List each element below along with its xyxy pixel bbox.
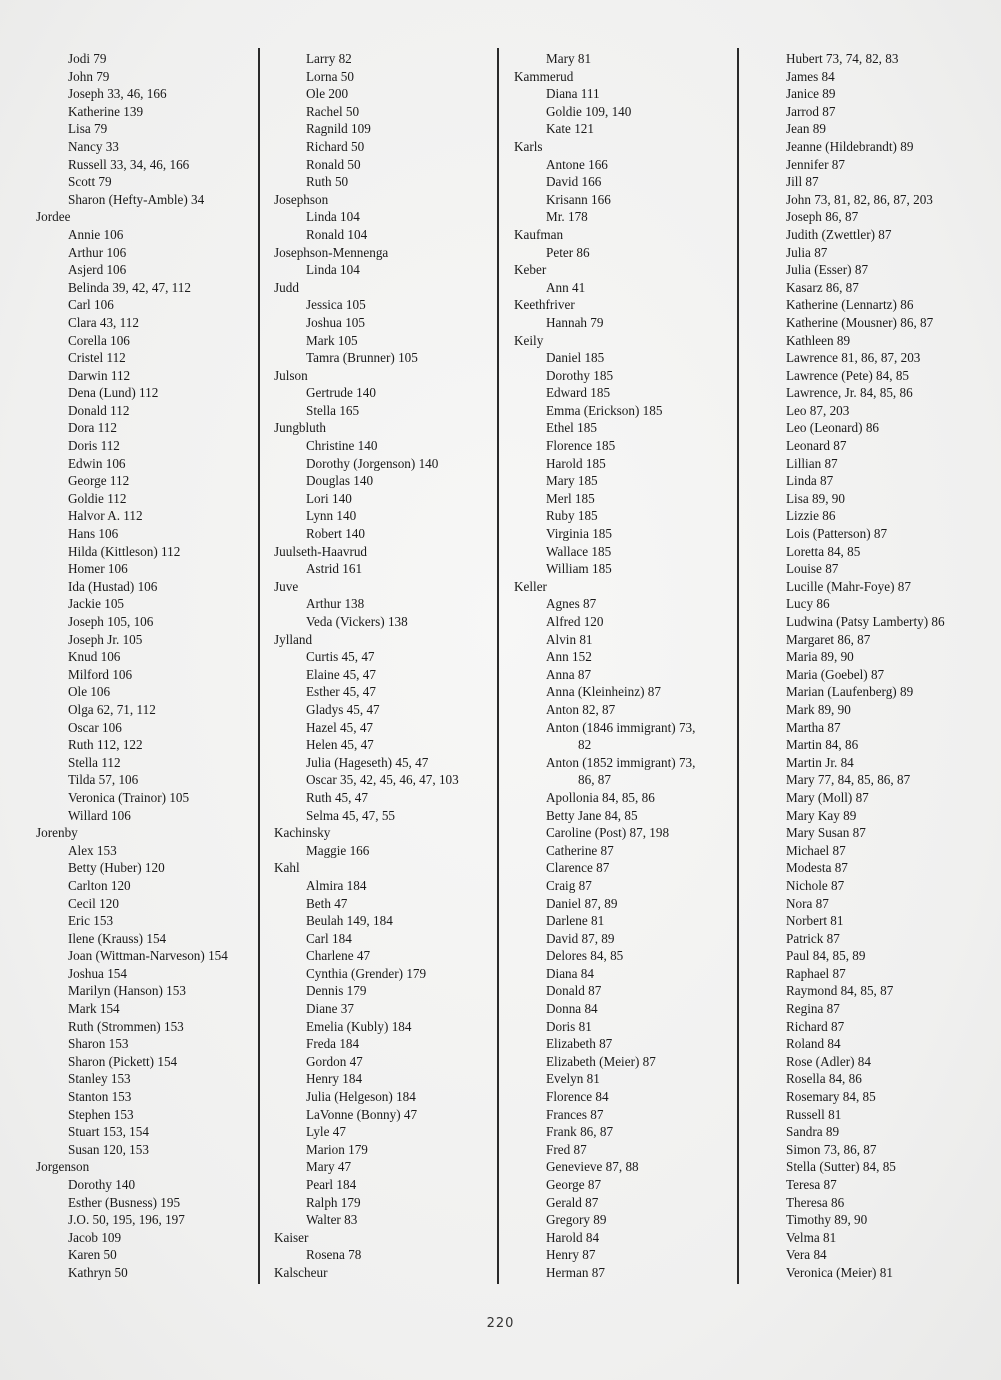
index-entry: Joseph 33, 46, 166 [68,86,167,102]
index-entry: Beulah 149, 184 [306,913,393,929]
index-entry: Anna 87 [546,666,592,682]
index-entry: George 112 [68,473,130,489]
index-entry: Lawrence, Jr. 84, 85, 86 [786,385,913,401]
index-entry: Ludwina (Patsy Lamberty) 86 [786,614,945,629]
index-entry: Homer 106 [68,561,128,577]
index-entry: Antone 166 [546,156,608,172]
index-entry: Ole 106 [68,684,111,700]
index-entry: Fred 87 [546,1141,587,1157]
surname-heading: Kaiser [274,1229,309,1245]
index-entry: Catherine 87 [546,842,614,858]
index-entry: Olga 62, 71, 112 [68,701,156,717]
index-entry: Dorothy (Jorgenson) 140 [306,455,439,471]
index-entry: Timothy 89, 90 [786,1212,868,1228]
index-entry: Veronica (Meier) 81 [786,1264,893,1280]
index-entry: Paul 84, 85, 89 [786,948,866,964]
column-divider [497,48,499,1284]
index-entry: Halvor A. 112 [68,508,143,524]
index-entry: Ragnild 109 [306,121,371,137]
index-entry: Stella (Sutter) 84, 85 [786,1159,896,1175]
index-entry: Rose (Adler) 84 [786,1053,871,1069]
index-entry: Delores 84, 85 [546,948,624,964]
index-entry: Rosella 84, 86 [786,1071,862,1087]
index-entry: David 166 [546,174,602,190]
index-entry: Linda 104 [306,262,360,278]
index-entry: Julia (Helgeson) 184 [306,1089,416,1105]
index-entry: Rosena 78 [306,1247,362,1263]
index-entry: Lois (Patterson) 87 [786,526,888,542]
index-entry: Edwin 106 [68,455,126,471]
index-entry: Dennis 179 [306,983,367,999]
index-entry: Henry 184 [306,1071,363,1087]
index-entry: Martin Jr. 84 [786,754,854,770]
surname-heading: Kahl [274,860,300,876]
index-entry: Cynthia (Grender) 179 [306,965,427,981]
index-entry: Krisann 166 [546,191,611,207]
index-entry: Mary 185 [546,473,598,489]
index-entry: Margaret 86, 87 [786,631,871,647]
index-entry: Marian (Laufenberg) 89 [786,684,914,700]
index-entry: Lisa 89, 90 [786,490,845,506]
index-entry: Diane 37 [306,1001,354,1017]
index-entry: Knud 106 [68,649,121,665]
index-entry: George 87 [546,1177,602,1192]
index-entry: Lawrence (Pete) 84, 85 [786,367,910,383]
index-entry: Doris 81 [546,1018,592,1034]
index-entry: Cecil 120 [68,895,119,911]
index-entry: Gregory 89 [546,1212,607,1228]
surname-heading: Kachinsky [274,825,331,841]
index-entry: Astrid 161 [306,561,363,577]
index-entry: Gerald 87 [546,1194,599,1210]
index-entry: Lisa 79 [68,121,108,137]
index-entry: Dena (Lund) 112 [68,385,159,401]
index-entry: Goldie 109, 140 [546,103,632,119]
index-entry: Apollonia 84, 85, 86 [546,789,655,805]
index-column-2 [274,50,496,1282]
index-entry: Alex 153 [68,842,117,858]
index-entry: Harold 84 [546,1229,600,1245]
index-entry: Darwin 112 [68,367,131,383]
index-entry: Christine 140 [306,438,378,454]
index-entry: Ann 152 [546,649,592,665]
index-entry: Veda (Vickers) 138 [306,614,408,629]
index-entry: Teresa 87 [786,1177,837,1192]
index-entry: 82 [578,737,592,753]
index-column-1 [36,50,258,1282]
index-entry: Martin 84, 86 [786,737,859,753]
index-entry: Katherine (Mousner) 86, 87 [786,314,934,330]
index-entry: 86, 87 [578,772,611,788]
index-entry: Arthur 106 [68,244,127,260]
index-entry: Martha 87 [786,719,841,735]
column-divider [737,48,739,1284]
index-entry: Edward 185 [546,385,611,401]
index-entry: Lucille (Mahr-Foye) 87 [786,578,911,594]
index-entry: Jean 89 [786,121,826,137]
index-entry: Jodi 79 [68,51,107,66]
index-entry: Tilda 57, 106 [68,772,139,788]
index-entry: Joshua 105 [306,314,365,330]
index-entry: Ruby 185 [546,508,598,524]
index-entry: Corella 106 [68,332,130,348]
index-entry: Julia (Esser) 87 [786,262,869,278]
index-entry: Craig 87 [546,877,592,893]
surname-heading: Jungbluth [274,420,327,436]
index-entry: Mark 89, 90 [786,701,851,717]
index-entry: Regina 87 [786,1001,840,1017]
index-entry: Donald 87 [546,983,602,999]
index-entry: Betty Jane 84, 85 [546,807,638,823]
index-entry: Lori 140 [306,490,352,506]
index-entry: Hans 106 [68,526,119,542]
page-number: 220 [486,1316,515,1331]
index-entry: Vera 84 [786,1247,827,1263]
index-entry: Lucy 86 [786,596,830,612]
index-column-4 [754,50,999,1282]
index-entry: Ida (Hustad) 106 [68,578,158,594]
index-entry: Ann 41 [546,279,586,295]
index-entry: Sharon (Pickett) 154 [68,1053,178,1069]
index-entry: Mr. 178 [546,209,588,225]
index-entry: Doris 112 [68,438,120,454]
index-entry: Scott 79 [68,174,112,190]
index-entry: John 73, 81, 82, 86, 87, 203 [786,191,933,207]
index-entry: Hilda (Kittleson) 112 [68,543,181,559]
index-entry: Frank 86, 87 [546,1124,614,1140]
index-entry: Norbert 81 [786,913,844,929]
index-entry: Kathryn 50 [68,1264,128,1280]
index-entry: Florence 84 [546,1089,609,1105]
index-entry: Stephen 153 [68,1106,134,1122]
index-entry: Jackie 105 [68,596,125,612]
index-entry: Jessica 105 [306,297,366,313]
index-entry: Jacob 109 [68,1229,122,1245]
surname-heading: Kaufman [514,226,564,242]
index-entry: Anton (1846 immigrant) 73, [546,719,696,735]
index-entry: Carl 106 [68,297,114,313]
index-entry: Dora 112 [68,420,117,436]
surname-heading: Kammerud [514,68,574,84]
index-entry: Dorothy 140 [68,1177,136,1192]
index-entry: Henry 87 [546,1247,596,1263]
index-entry: Jennifer 87 [786,156,845,172]
surname-heading: Keily [514,332,544,348]
surname-heading: Josephson [274,191,329,207]
index-entry: Julia 87 [786,244,828,260]
index-entry: Donna 84 [546,1001,598,1017]
index-column-3 [514,50,736,1282]
index-entry: Genevieve 87, 88 [546,1159,639,1175]
index-entry: Joseph 105, 106 [68,614,154,629]
index-entry: Joseph Jr. 105 [68,631,143,647]
index-entry: Ralph 179 [306,1194,361,1210]
index-entry: Stanley 153 [68,1071,131,1087]
index-entry: Diana 111 [546,86,600,102]
index-entry: Stella 112 [68,754,121,770]
index-entry: Leonard 87 [786,438,847,454]
index-entry: Raymond 84, 85, 87 [786,983,894,999]
index-entry: Jarrod 87 [786,103,836,119]
index-entry: Stuart 153, 154 [68,1124,149,1140]
index-entry: Gladys 45, 47 [306,701,380,717]
index-entry: Ruth 112, 122 [68,737,143,753]
index-entry: Merl 185 [546,490,595,506]
index-entry: Willard 106 [68,807,131,823]
index-entry: Belinda 39, 42, 47, 112 [68,279,191,295]
index-entry: David 87, 89 [546,930,615,946]
index-entry: Tamra (Brunner) 105 [306,350,418,366]
index-entry: Russell 81 [786,1106,842,1122]
index-entry: J.O. 50, 195, 196, 197 [68,1212,185,1228]
index-entry: Joshua 154 [68,965,127,981]
index-entry: Ronald 50 [306,156,361,172]
index-entry: Larry 82 [306,51,352,66]
index-entry: Marilyn (Hanson) 153 [68,983,186,999]
index-entry: Susan 120, 153 [68,1141,149,1157]
index-entry: Mary Kay 89 [786,807,857,823]
index-entry: Milford 106 [68,666,133,682]
index-entry: Charlene 47 [306,948,371,964]
index-entry: Anna (Kleinheinz) 87 [546,684,661,700]
index-entry: Ruth 50 [306,174,349,190]
index-entry: Joan (Wittman-Narveson) 154 [68,948,228,964]
surname-heading: Keber [514,262,547,278]
index-entry: Agnes 87 [546,596,597,612]
surname-heading: Julson [274,367,308,383]
index-entry: Maria 89, 90 [786,649,854,665]
index-entry: Almira 184 [306,877,367,893]
surname-heading: Jylland [274,631,313,647]
index-entry: Daniel 87, 89 [546,895,618,911]
index-entry: Velma 81 [786,1229,837,1245]
index-entry: Robert 140 [306,526,365,542]
index-entry: Linda 104 [306,209,360,225]
index-entry: Loretta 84, 85 [786,543,861,559]
index-entry: Lynn 140 [306,508,357,524]
index-entry: Oscar 35, 42, 45, 46, 47, 103 [306,772,459,788]
index-entry: Katherine (Lennartz) 86 [786,297,914,313]
index-entry: Michael 87 [786,842,846,858]
index-entry: Raphael 87 [786,965,846,981]
surname-heading: Judd [274,279,299,295]
index-entry: Arthur 138 [306,596,365,612]
index-entry: Daniel 185 [546,350,605,366]
index-entry: Ronald 104 [306,226,368,242]
index-entry: Carl 184 [306,930,352,946]
index-entry: Lizzie 86 [786,508,836,524]
surname-heading: Juulseth-Haavrud [274,543,368,559]
index-entry: Mark 105 [306,332,358,348]
index-entry: Ruth (Strommen) 153 [68,1018,184,1034]
index-entry: Clarence 87 [546,860,610,876]
index-entry: Mary 81 [546,51,592,66]
index-entry: Wallace 185 [546,543,612,559]
index-entry: Katherine 139 [68,103,144,119]
index-entry: Goldie 112 [68,490,127,506]
index-entry: John 79 [68,68,110,84]
index-entry: Hazel 45, 47 [306,719,374,735]
index-entry: Karen 50 [68,1247,117,1263]
index-entry: Richard 50 [306,138,365,154]
index-entry: Stanton 153 [68,1089,132,1105]
index-entry: Kathleen 89 [786,332,851,348]
index-entry: Florence 185 [546,438,616,454]
index-entry: Hubert 73, 74, 82, 83 [786,51,899,66]
index-entry: Donald 112 [68,402,130,418]
index-entry: James 84 [786,68,835,84]
index-entry: Mark 154 [68,1001,120,1017]
index-entry: William 185 [546,561,612,577]
index-entry: Sharon 153 [68,1036,129,1052]
index-entry: Esther 45, 47 [306,684,376,700]
index-entry: LaVonne (Bonny) 47 [306,1106,418,1122]
index-entry: Ilene (Krauss) 154 [68,930,167,946]
index-entry: Kate 121 [546,121,594,137]
index-entry: Stella 165 [306,402,360,418]
index-entry: Selma 45, 47, 55 [306,807,396,823]
index-entry: Hannah 79 [546,314,604,330]
index-entry: Judith (Zwettler) 87 [786,226,892,242]
index-entry: Modesta 87 [786,860,848,876]
index-entry: Mary Susan 87 [786,825,866,841]
index-entry: Kasarz 86, 87 [786,279,859,295]
index-entry: Maria (Goebel) 87 [786,666,885,682]
index-entry: Caroline (Post) 87, 198 [546,825,670,841]
index-entry: Cristel 112 [68,350,126,366]
index-entry: Ruth 45, 47 [306,789,368,805]
surname-heading: Keller [514,578,547,594]
index-entry: Alfred 120 [546,614,604,629]
index-entry: Louise 87 [786,561,839,577]
index-entry: Lawrence 81, 86, 87, 203 [786,350,921,366]
index-entry: Eric 153 [68,913,114,929]
index-entry: Marion 179 [306,1141,368,1157]
index-entry: Dorothy 185 [546,367,614,383]
index-entry: Helen 45, 47 [306,737,374,753]
surname-heading: Juve [274,578,299,594]
index-entry: Simon 73, 86, 87 [786,1141,877,1157]
index-entry: Elizabeth (Meier) 87 [546,1053,656,1069]
index-entry: Asjerd 106 [68,262,127,278]
index-entry: Beth 47 [306,895,348,911]
index-entry: Curtis 45, 47 [306,649,375,665]
index-entry: Frances 87 [546,1106,604,1122]
index-entry: Leo (Leonard) 86 [786,420,880,436]
surname-heading: Kalscheur [274,1264,328,1280]
index-entry: Leo 87, 203 [786,402,850,418]
index-entry: Annie 106 [68,226,124,242]
index-entry: Julia (Hageseth) 45, 47 [306,754,429,770]
index-entry: Roland 84 [786,1036,841,1052]
surname-heading: Josephson-Mennenga [274,244,389,260]
index-entry: Patrick 87 [786,930,840,946]
index-entry: Richard 87 [786,1018,845,1034]
index-entry: Maggie 166 [306,842,370,858]
index-entry: Elizabeth 87 [546,1036,613,1052]
column-divider [258,48,260,1284]
index-entry: Emelia (Kubly) 184 [306,1018,412,1034]
index-entry: Lillian 87 [786,455,838,471]
surname-heading: Jordee [36,209,71,225]
surname-heading: Jorgenson [36,1159,90,1175]
surname-heading: Keethfriver [514,297,575,313]
index-entry: Sandra 89 [786,1124,840,1140]
index-entry: Harold 185 [546,455,606,471]
index-entry: Jill 87 [786,174,819,190]
index-entry: Gordon 47 [306,1053,363,1069]
index-entry: Joseph 86, 87 [786,209,859,225]
index-entry: Esther (Busness) 195 [68,1194,181,1210]
index-entry: Alvin 81 [546,631,593,647]
index-entry: Lyle 47 [306,1124,346,1140]
index-entry: Ethel 185 [546,420,597,436]
index-entry: Herman 87 [546,1264,605,1280]
index-entry: Douglas 140 [306,473,374,489]
index-entry: Linda 87 [786,473,834,489]
index-entry: Diana 84 [546,965,594,981]
index-entry: Nancy 33 [68,138,119,154]
index-entry: Oscar 106 [68,719,122,735]
index-entry: Nora 87 [786,895,829,911]
index-entry: Mary 77, 84, 85, 86, 87 [786,772,911,788]
surname-heading: Jorenby [36,825,78,841]
surname-heading: Karls [514,138,543,154]
index-entry: Russell 33, 34, 46, 166 [68,156,190,172]
index-entry: Emma (Erickson) 185 [546,402,663,418]
index-entry: Elaine 45, 47 [306,666,376,682]
index-entry: Anton (1852 immigrant) 73, [546,754,696,770]
index-entry: Jeanne (Hildebrandt) 89 [786,138,914,154]
index-entry: Lorna 50 [306,68,354,84]
index-entry: Pearl 184 [306,1177,357,1192]
index-entry: Veronica (Trainor) 105 [68,789,190,805]
index-entry: Carlton 120 [68,877,131,893]
index-entry: Sharon (Hefty-Amble) 34 [68,191,205,207]
index-entry: Mary (Moll) 87 [786,789,869,805]
index-entry: Nichole 87 [786,877,845,893]
index-entry: Gertrude 140 [306,385,376,401]
index-entry: Freda 184 [306,1036,360,1052]
index-entry: Evelyn 81 [546,1071,600,1087]
index-entry: Darlene 81 [546,913,605,929]
index-entry: Rachel 50 [306,103,360,119]
index-entry: Mary 47 [306,1159,352,1175]
index-entry: Janice 89 [786,86,836,102]
index-entry: Ole 200 [306,86,349,102]
index-entry: Betty (Huber) 120 [68,860,165,876]
index-entry: Virginia 185 [546,526,612,542]
index-entry: Anton 82, 87 [546,701,616,717]
index-entry: Rosemary 84, 85 [786,1089,876,1105]
index-entry: Clara 43, 112 [68,314,139,330]
index-entry: Theresa 86 [786,1194,845,1210]
index-entry: Walter 83 [306,1212,358,1228]
index-entry: Peter 86 [546,244,590,260]
